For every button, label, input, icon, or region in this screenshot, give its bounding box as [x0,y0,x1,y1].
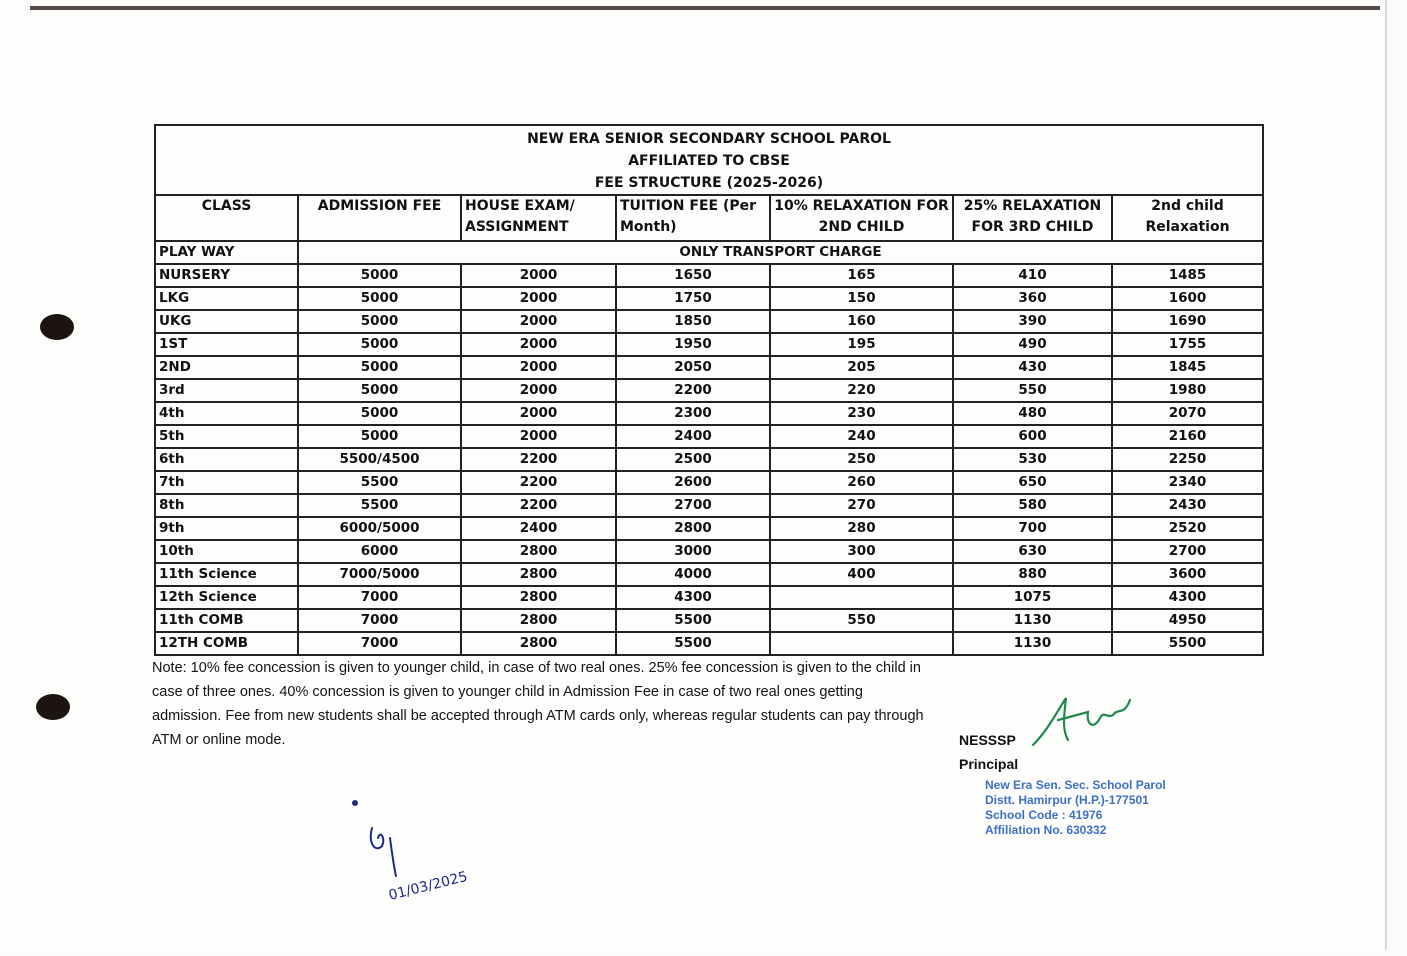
admission-cell: 5500 [298,494,461,517]
relax10-cell: 195 [770,333,953,356]
admission-cell: 5500 [298,471,461,494]
second-child-cell: 4300 [1112,586,1263,609]
fee-structure-table [154,124,1264,656]
class-cell: 11th COMB [155,609,298,632]
stamp-line: School Code : 41976 [985,808,1103,822]
admission-cell: 5000 [298,333,461,356]
class-cell: 6th [155,448,298,471]
relax10-cell: 280 [770,517,953,540]
signed-date: 01/03/2025 [387,868,470,904]
relax10-cell: 160 [770,310,953,333]
house-exam-cell: 2400 [461,517,616,540]
second-child-cell: 1755 [1112,333,1263,356]
relax10-cell [770,632,953,655]
second-child-cell: 1600 [1112,287,1263,310]
house-exam-cell: 2000 [461,402,616,425]
second-child-cell: 2430 [1112,494,1263,517]
relax25-cell: 700 [953,517,1112,540]
relax10-cell [770,586,953,609]
tuition-cell: 2800 [616,517,770,540]
class-cell: 4th [155,402,298,425]
second-child-cell: 1980 [1112,379,1263,402]
house-exam-cell: 2000 [461,287,616,310]
table-row-play-way [155,241,1263,264]
house-exam-cell: 2200 [461,471,616,494]
relax25-cell: 1130 [953,632,1112,655]
tuition-cell: 2500 [616,448,770,471]
school-stamp [985,778,1166,838]
relax10-cell: 220 [770,379,953,402]
class-cell: PLAY WAY [155,241,298,264]
table-row [155,517,1263,540]
class-cell: 3rd [155,379,298,402]
second-child-cell: 1485 [1112,264,1263,287]
principal-signature [1028,690,1138,750]
relax25-cell: 550 [953,379,1112,402]
house-exam-cell: 2000 [461,264,616,287]
admission-cell: 6000/5000 [298,517,461,540]
table-row [155,494,1263,517]
relax25-cell: 580 [953,494,1112,517]
relax10-cell: 150 [770,287,953,310]
relax25-cell: 650 [953,471,1112,494]
stamp-line: Distt. Hamirpur (H.P.)-177501 [985,793,1149,807]
class-cell: UKG [155,310,298,333]
col-class: CLASS [155,195,298,241]
tuition-cell: 1850 [616,310,770,333]
house-exam-cell: 2800 [461,586,616,609]
table-row [155,379,1263,402]
relax25-cell: 360 [953,287,1112,310]
col-house-exam: HOUSE EXAM/ ASSIGNMENT [461,195,616,241]
tuition-cell: 4300 [616,586,770,609]
admission-cell: 5000 [298,310,461,333]
col-admission-fee: ADMISSION FEE [298,195,461,241]
relax25-cell: 1130 [953,609,1112,632]
table-row [155,425,1263,448]
page-top-edge [30,6,1380,10]
relax25-cell: 530 [953,448,1112,471]
admission-cell: 5000 [298,264,461,287]
principal-label: Principal [959,756,1019,772]
table-row [155,632,1263,655]
second-child-cell: 2160 [1112,425,1263,448]
tuition-cell: 2300 [616,402,770,425]
house-exam-cell: 2000 [461,333,616,356]
relax25-cell: 390 [953,310,1112,333]
second-child-cell: 2520 [1112,517,1263,540]
table-row [155,333,1263,356]
second-child-cell: 4950 [1112,609,1263,632]
class-cell: 2ND [155,356,298,379]
admission-cell: 7000 [298,632,461,655]
second-child-cell: 1845 [1112,356,1263,379]
relax10-cell: 240 [770,425,953,448]
tuition-cell: 2200 [616,379,770,402]
relax25-cell: 1075 [953,586,1112,609]
relax10-cell: 260 [770,471,953,494]
column-headers [155,195,1263,241]
table-row [155,287,1263,310]
admission-cell: 5000 [298,356,461,379]
class-cell: NURSERY [155,264,298,287]
house-exam-cell: 2000 [461,310,616,333]
stamp-line: Affiliation No. 630332 [985,823,1107,837]
class-cell: 7th [155,471,298,494]
house-exam-cell: 2200 [461,494,616,517]
tuition-cell: 3000 [616,540,770,563]
col-second-child: 2nd child Relaxation [1112,195,1263,241]
relax25-cell: 490 [953,333,1112,356]
table-row [155,563,1263,586]
tuition-cell: 1650 [616,264,770,287]
second-child-cell: 2340 [1112,471,1263,494]
tuition-cell: 2400 [616,425,770,448]
col-relax-10: 10% RELAXATION FOR 2ND CHILD [770,195,953,241]
second-child-cell: 1690 [1112,310,1263,333]
punch-hole-bottom [36,694,70,720]
affiliation: AFFILIATED TO CBSE [628,153,790,169]
house-exam-cell: 2800 [461,563,616,586]
admission-cell: 5500/4500 [298,448,461,471]
second-child-cell: 2250 [1112,448,1263,471]
relax10-cell: 230 [770,402,953,425]
class-cell: 12th Science [155,586,298,609]
relax10-cell: 400 [770,563,953,586]
house-exam-cell: 2800 [461,609,616,632]
second-child-cell: 3600 [1112,563,1263,586]
tuition-cell: 4000 [616,563,770,586]
relax10-cell: 550 [770,609,953,632]
tuition-cell: 1950 [616,333,770,356]
table-row [155,310,1263,333]
tuition-cell: 2050 [616,356,770,379]
table-row [155,586,1263,609]
house-exam-cell: 2000 [461,379,616,402]
admission-cell: 5000 [298,402,461,425]
house-exam-cell: 2800 [461,540,616,563]
class-cell: 1ST [155,333,298,356]
class-cell: LKG [155,287,298,310]
school-name: NEW ERA SENIOR SECONDARY SCHOOL PAROL [527,131,891,147]
tuition-cell: 5500 [616,632,770,655]
fee-structure-heading: FEE STRUCTURE (2025-2026) [594,175,824,191]
relax25-cell: 600 [953,425,1112,448]
col-tuition-fee: TUITION FEE (Per Month) [616,195,770,241]
second-child-cell: 2700 [1112,540,1263,563]
col-relax-25: 25% RELAXATION FOR 3RD CHILD [953,195,1112,241]
table-row [155,448,1263,471]
class-cell: 9th [155,517,298,540]
tuition-cell: 1750 [616,287,770,310]
table-row [155,356,1263,379]
relax10-cell: 250 [770,448,953,471]
handwritten-date-signature [350,798,510,908]
admission-cell: 5000 [298,425,461,448]
tuition-cell: 2600 [616,471,770,494]
relax10-cell: 205 [770,356,953,379]
transport-note: ONLY TRANSPORT CHARGE [298,241,1263,264]
class-cell: 5th [155,425,298,448]
table-row [155,540,1263,563]
punch-hole-top [40,314,74,340]
table-row [155,471,1263,494]
relax10-cell: 165 [770,264,953,287]
tuition-cell: 5500 [616,609,770,632]
relax25-cell: 480 [953,402,1112,425]
table-row [155,264,1263,287]
relax25-cell: 430 [953,356,1112,379]
relax10-cell: 270 [770,494,953,517]
class-cell: 12TH COMB [155,632,298,655]
second-child-cell: 5500 [1112,632,1263,655]
house-exam-cell: 2800 [461,632,616,655]
admission-cell: 7000/5000 [298,563,461,586]
class-cell: 8th [155,494,298,517]
relax10-cell: 300 [770,540,953,563]
relax25-cell: 880 [953,563,1112,586]
admission-cell: 6000 [298,540,461,563]
house-exam-cell: 2200 [461,448,616,471]
admission-cell: 7000 [298,609,461,632]
relax25-cell: 410 [953,264,1112,287]
class-cell: 11th Science [155,563,298,586]
relax25-cell: 630 [953,540,1112,563]
stamp-line: New Era Sen. Sec. School Parol [985,778,1166,792]
admission-cell: 5000 [298,287,461,310]
table-row [155,402,1263,425]
tuition-cell: 2700 [616,494,770,517]
fee-note: Note: 10% fee concession is given to younger child, in case of two real ones. 25% fee concession is given to the child in case of three ones. 40% concession is given to younger child in Admission Fee in case of two real ones getting admission. Fee from new students shall be accepted through ATM cards only, whereas regular students can pay through ATM or online mode. [152,660,924,748]
admission-cell: 5000 [298,379,461,402]
house-exam-cell: 2000 [461,425,616,448]
class-cell: 10th [155,540,298,563]
admission-cell: 7000 [298,586,461,609]
nesssp-label: NESSSP [959,732,1016,748]
house-exam-cell: 2000 [461,356,616,379]
table-title [155,125,1263,195]
table-row [155,609,1263,632]
second-child-cell: 2070 [1112,402,1263,425]
